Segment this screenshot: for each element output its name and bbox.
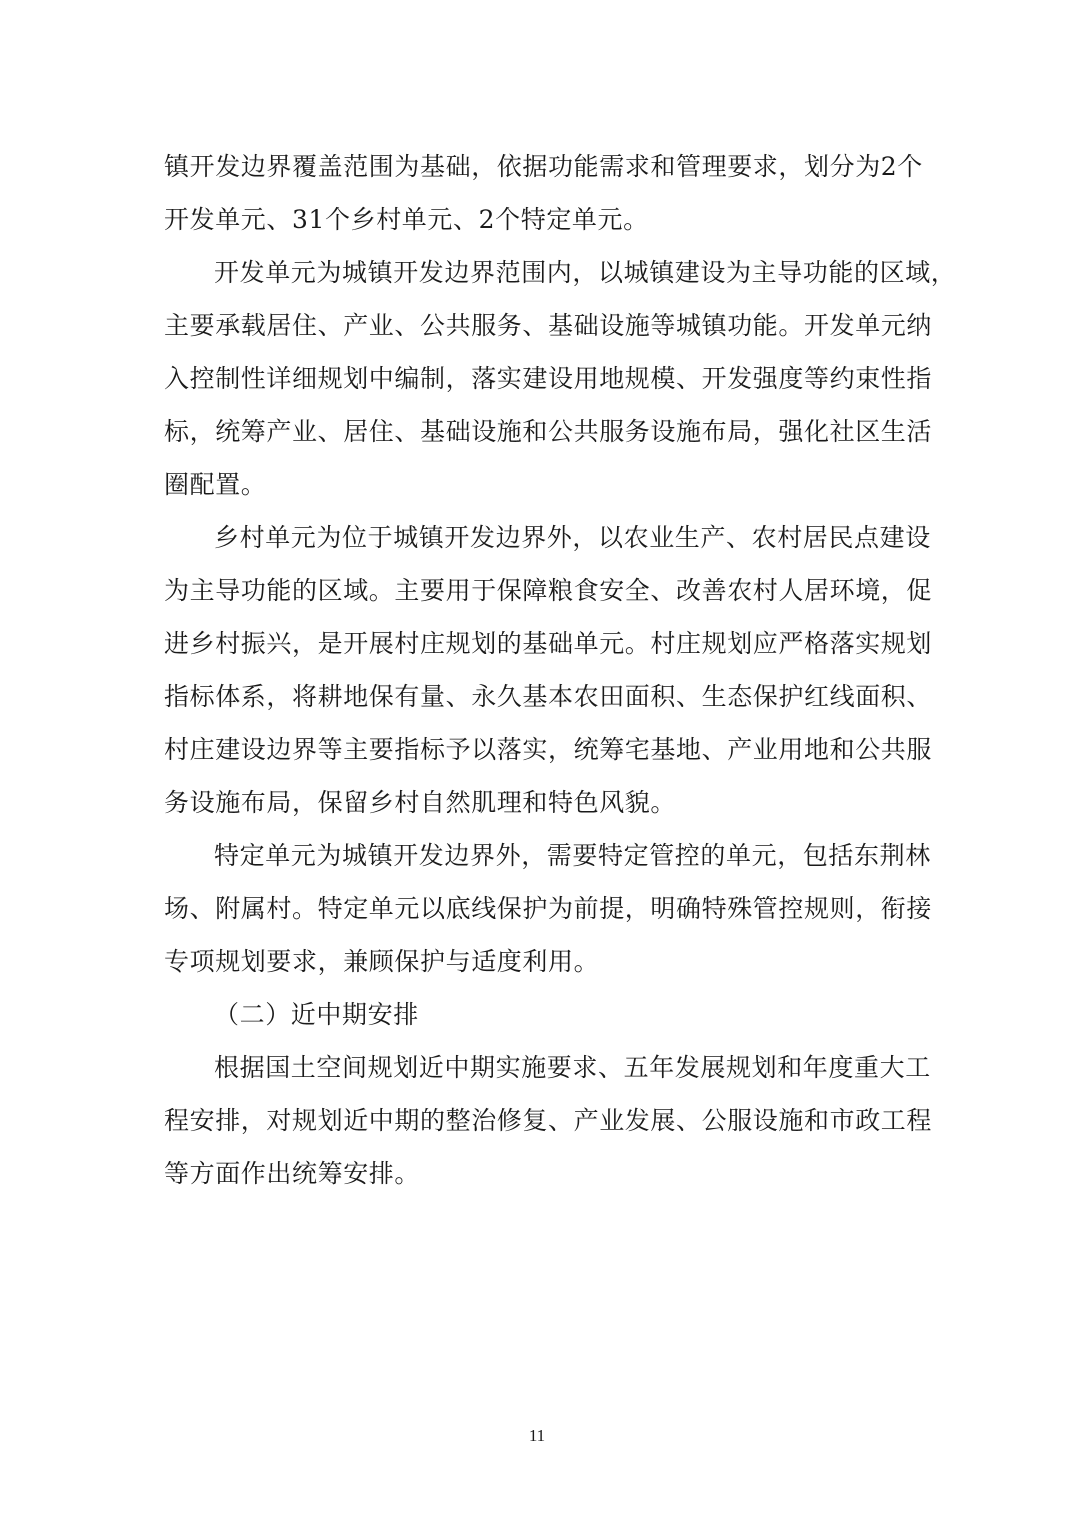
page-number: 11 bbox=[528, 1426, 546, 1445]
text-line: 场、附属村。特定单元以底线保护为前提，明确特殊管控规则，衔接 bbox=[164, 894, 933, 923]
text-line: 开发单元为城镇开发边界范围内，以城镇建设为主导功能的区域， bbox=[214, 258, 957, 287]
text-line: 入控制性详细规划中编制，落实建设用地规模、开发强度等约束性指 bbox=[164, 364, 933, 393]
text-line: 圈配置。 bbox=[164, 470, 267, 499]
text-line: 指标体系，将耕地保有量、永久基本农田面积、生态保护红线面积、 bbox=[164, 682, 933, 711]
text-line: 镇开发边界覆盖范围为基础，依据功能需求和管理要求，划分为2个 bbox=[164, 152, 923, 181]
text-line: 主要承载居住、产业、公共服务、基础设施等城镇功能。开发单元纳 bbox=[164, 311, 933, 340]
text-line: 根据国土空间规划近中期实施要求、五年发展规划和年度重大工 bbox=[214, 1053, 931, 1082]
body-text bbox=[164, 140, 957, 1200]
section-heading: （二）近中期安排 bbox=[214, 1000, 419, 1029]
text-line: 进乡村振兴，是开展村庄规划的基础单元。村庄规划应严格落实规划 bbox=[164, 629, 933, 658]
text-line: 村庄建设边界等主要指标予以落实，统筹宅基地、产业用地和公共服 bbox=[164, 735, 933, 764]
text-line: 标，统筹产业、居住、基础设施和公共服务设施布局，强化社区生活 bbox=[164, 417, 933, 446]
text-line: 务设施布局，保留乡村自然肌理和特色风貌。 bbox=[164, 788, 677, 817]
text-line: 等方面作出统筹安排。 bbox=[164, 1159, 421, 1188]
text-line: 乡村单元为位于城镇开发边界外，以农业生产、农村居民点建设 bbox=[214, 523, 931, 552]
text-line: 开发单元、31个乡村单元、2个特定单元。 bbox=[164, 205, 649, 234]
text-line: 为主导功能的区域。主要用于保障粮食安全、改善农村人居环境，促 bbox=[164, 576, 933, 605]
text-line: 程安排，对规划近中期的整治修复、产业发展、公服设施和市政工程 bbox=[164, 1106, 933, 1135]
text-line: 特定单元为城镇开发边界外，需要特定管控的单元，包括东荆林 bbox=[214, 841, 931, 870]
text-line: 专项规划要求，兼顾保护与适度利用。 bbox=[164, 947, 600, 976]
